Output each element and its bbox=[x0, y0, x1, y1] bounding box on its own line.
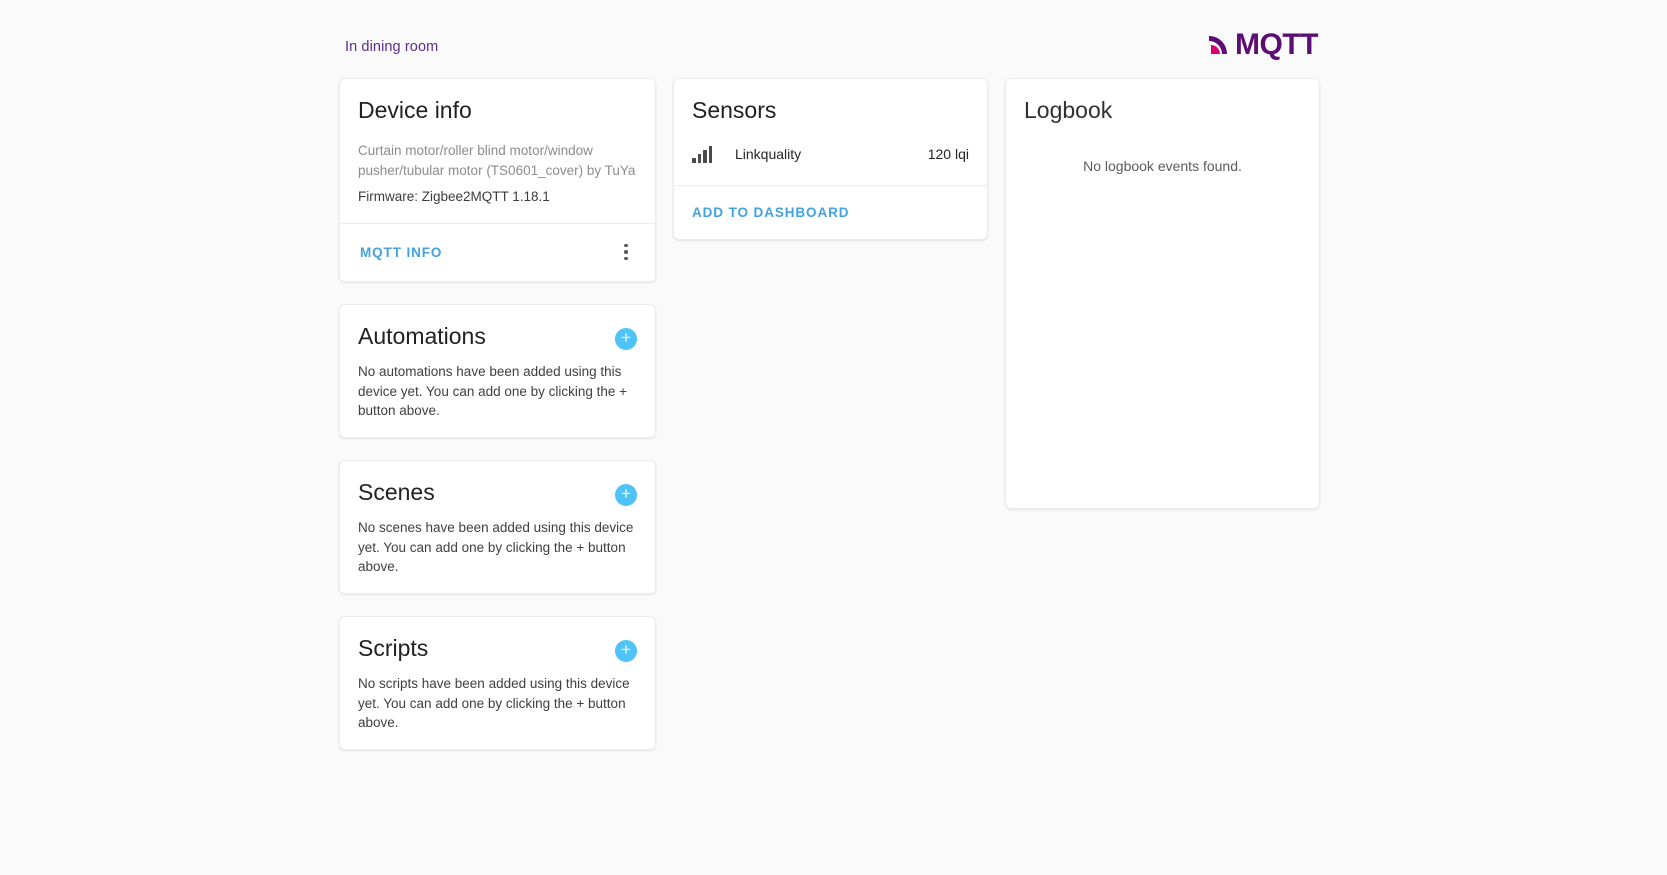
sensor-name: Linkquality bbox=[735, 145, 802, 162]
mqtt-logo-text: MQTT bbox=[1235, 28, 1318, 61]
add-scene-button[interactable] bbox=[615, 484, 637, 506]
device-firmware: Firmware: Zigbee2MQTT 1.18.1 bbox=[358, 188, 550, 204]
scripts-empty-text: No scripts have been added using this device yet. You can add one by clicking the + button above. bbox=[358, 676, 630, 731]
add-to-dashboard-button[interactable]: ADD TO DASHBOARD bbox=[682, 197, 859, 228]
plus-icon: + bbox=[621, 640, 631, 660]
device-info-title: Device info bbox=[358, 97, 472, 123]
device-info-body bbox=[340, 79, 655, 223]
scripts-title: Scripts bbox=[358, 634, 429, 661]
sensors-card bbox=[673, 78, 988, 240]
scenes-empty-text: No scenes have been added using this device yet. You can add one by clicking the + button above. bbox=[358, 520, 634, 575]
automations-empty-text: No automations have been added using this device yet. You can add one by clicking the + button above. bbox=[358, 364, 628, 419]
automations-card bbox=[339, 304, 656, 438]
automations-body bbox=[340, 305, 655, 437]
logbook-card bbox=[1005, 78, 1320, 509]
logbook-title: Logbook bbox=[1024, 97, 1113, 123]
page-header bbox=[0, 0, 1667, 76]
right-column bbox=[1005, 78, 1320, 509]
automations-title: Automations bbox=[358, 322, 486, 349]
sensor-value: 120 lqi bbox=[927, 145, 969, 162]
scenes-body bbox=[340, 461, 655, 593]
device-info-actions bbox=[340, 223, 655, 281]
plus-icon: + bbox=[621, 484, 631, 504]
device-info-card bbox=[339, 78, 656, 282]
sensors-actions bbox=[674, 185, 987, 239]
scenes-card bbox=[339, 460, 656, 594]
breadcrumb[interactable]: In dining room bbox=[345, 39, 439, 55]
mqtt-wave-icon bbox=[1205, 31, 1233, 59]
add-script-button[interactable] bbox=[615, 640, 637, 662]
content-columns bbox=[339, 78, 1320, 750]
sensor-row[interactable] bbox=[692, 141, 969, 169]
scripts-card bbox=[339, 616, 656, 750]
mqtt-logo bbox=[1205, 30, 1318, 60]
automations-header bbox=[358, 323, 637, 351]
sensors-body bbox=[674, 79, 987, 185]
signal-bars-icon bbox=[692, 145, 718, 163]
scripts-body bbox=[340, 617, 655, 749]
scenes-title: Scenes bbox=[358, 478, 435, 505]
add-automation-button[interactable] bbox=[615, 328, 637, 350]
left-column bbox=[339, 78, 656, 750]
logbook-empty-text: No logbook events found. bbox=[1083, 157, 1242, 174]
middle-column bbox=[673, 78, 988, 240]
mqtt-info-button[interactable]: MQTT INFO bbox=[350, 237, 452, 268]
device-description: Curtain motor/roller blind motor/window pusher/tubular motor (TS0601_cover) by TuYa bbox=[358, 142, 636, 178]
sensors-title: Sensors bbox=[692, 97, 777, 123]
plus-icon: + bbox=[621, 328, 631, 348]
scenes-header bbox=[358, 479, 637, 507]
kebab-menu-icon[interactable] bbox=[613, 239, 639, 265]
scripts-header bbox=[358, 635, 637, 663]
